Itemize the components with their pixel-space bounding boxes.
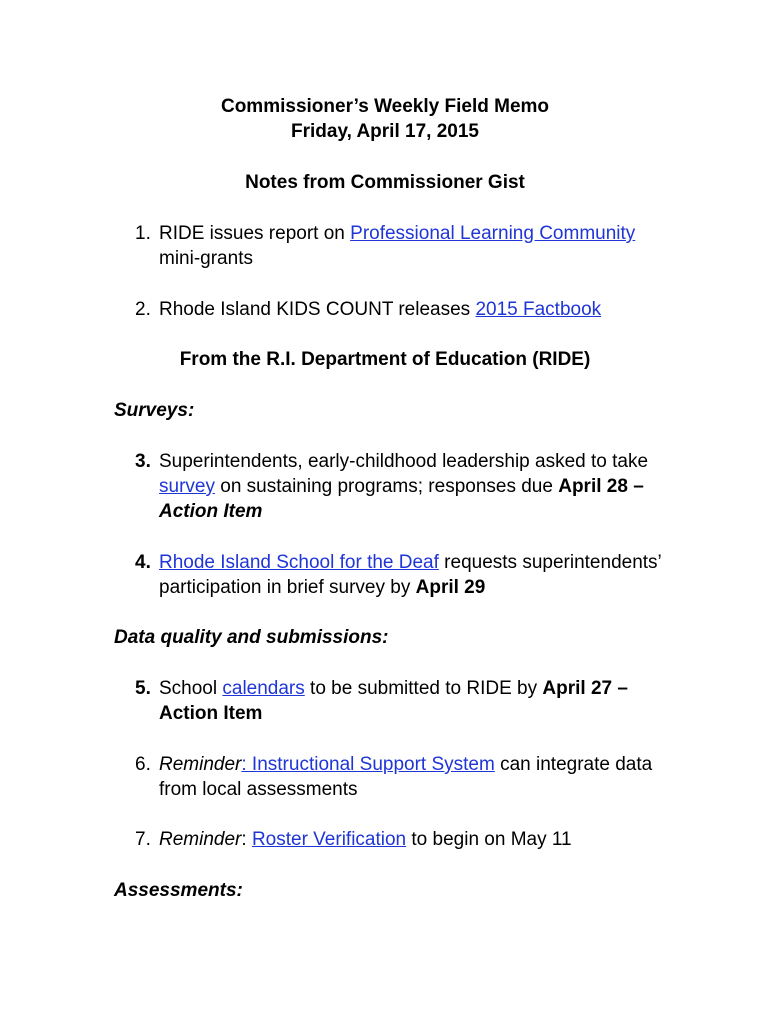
factbook-link[interactable]: 2015 Factbook	[475, 299, 602, 320]
instructional-support-system-link[interactable]: : Instructional Support System	[241, 754, 495, 775]
item-text: :	[241, 829, 252, 850]
item-number: 1.	[135, 223, 151, 244]
gist-heading: Notes from Commissioner Gist	[245, 172, 525, 193]
action-item-label: Action Item	[159, 703, 263, 724]
item-text: Rhode Island KIDS COUNT releases	[159, 299, 476, 320]
reminder-label: Reminder	[159, 754, 242, 775]
school-for-the-deaf-link[interactable]: Rhode Island School for the Deaf	[159, 552, 439, 573]
calendars-link[interactable]: calendars	[222, 678, 305, 699]
memo-date: Friday, April 17, 2015	[291, 121, 479, 142]
item-6-line-1	[159, 752, 652, 777]
ride-heading: From the R.I. Department of Education (RIDE)	[179, 349, 591, 370]
item-3-line-2	[159, 474, 644, 499]
item-number: 7.	[135, 829, 151, 850]
reminder-label: Reminder	[159, 829, 242, 850]
item-text: RIDE issues report on	[159, 223, 351, 244]
item-number: 5.	[135, 678, 151, 699]
memo-title: Commissioner’s Weekly Field Memo	[220, 96, 550, 117]
deadline: April 28 –	[558, 476, 644, 497]
item-number: 2.	[135, 299, 151, 320]
deadline: April 27 –	[542, 678, 628, 699]
survey-link[interactable]: survey	[159, 476, 215, 497]
professional-learning-community-link[interactable]: Professional Learning Community	[350, 223, 636, 244]
section-assessments: Assessments:	[114, 880, 243, 901]
item-text: School	[159, 678, 223, 699]
item-text: to begin on May 11	[406, 829, 572, 850]
item-5-line-1	[159, 676, 628, 701]
roster-verification-link[interactable]: Roster Verification	[251, 829, 407, 850]
item-text: can integrate data	[494, 754, 653, 775]
item-number: 4.	[135, 552, 151, 573]
item-7-line-1	[159, 827, 572, 852]
item-text: to be submitted to RIDE by	[304, 678, 543, 699]
deadline: April 29	[415, 577, 486, 598]
item-text-continued: mini-grants	[159, 248, 253, 269]
section-surveys: Surveys:	[114, 400, 195, 421]
item-text: on sustaining programs; responses due	[214, 476, 559, 497]
item-text: requests superintendents’	[438, 552, 662, 573]
action-item-label: Action Item	[159, 501, 263, 522]
item-number: 3.	[135, 451, 151, 472]
item-6-line-2: from local assessments	[159, 779, 358, 800]
gist-item-1	[159, 221, 635, 246]
item-4-line-1	[159, 550, 662, 575]
item-3-line-1: Superintendents, early-childhood leadership asked to take	[159, 451, 649, 472]
item-text: participation in brief survey by	[159, 577, 416, 598]
gist-item-2	[159, 297, 601, 322]
section-data-quality: Data quality and submissions:	[114, 627, 389, 648]
item-number: 6.	[135, 754, 151, 775]
item-4-line-2	[159, 575, 485, 600]
